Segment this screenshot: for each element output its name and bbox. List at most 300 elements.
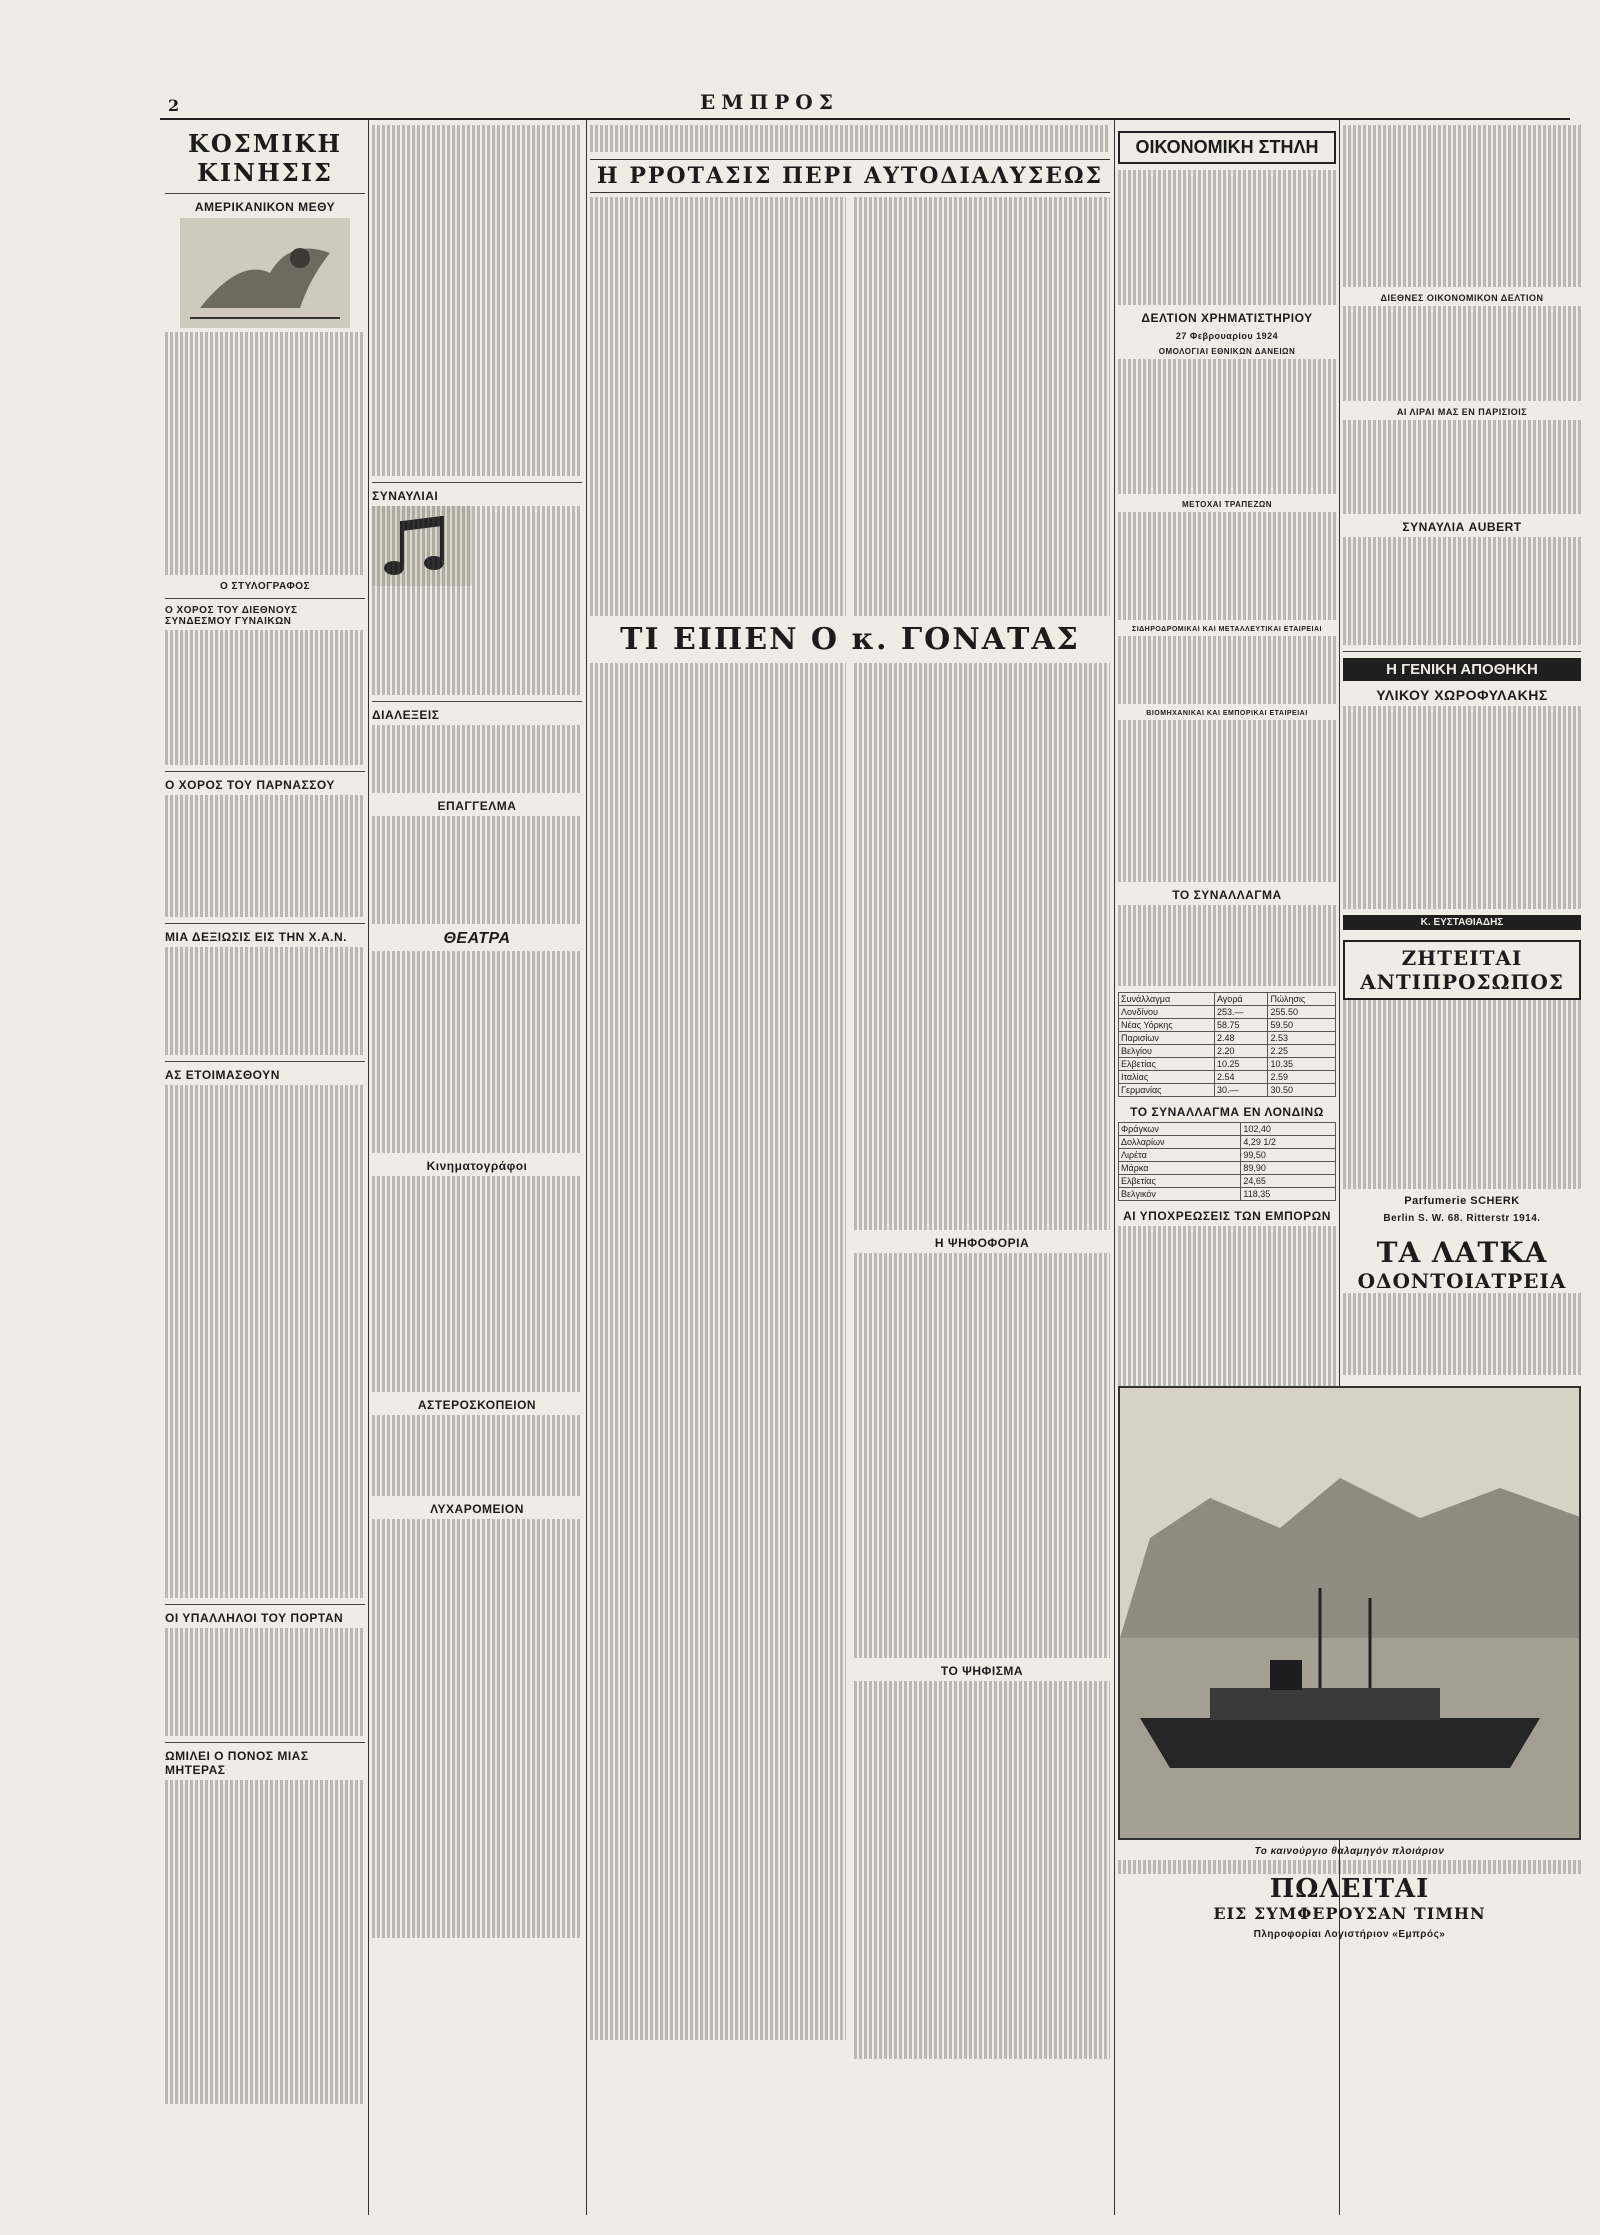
table-row: Γερμανίας 30.— 30.50 <box>1119 1083 1336 1096</box>
text-line <box>165 947 365 961</box>
text-line <box>854 717 1110 731</box>
text-line <box>372 1911 582 1925</box>
text-line <box>165 1490 365 1504</box>
text-line <box>854 798 1110 812</box>
column-notices <box>372 125 582 2215</box>
text-line <box>1118 278 1336 292</box>
text-line <box>1118 427 1336 441</box>
table-header-cell: Συνάλλαγμα <box>1119 992 1215 1005</box>
text-line <box>854 1590 1110 1604</box>
section-heading: Κινηματογράφοι <box>426 1159 528 1173</box>
text-line <box>165 752 365 766</box>
article-title: ΑΜΕΡΙΚΑΝΙΚΟΝ ΜΕΘΥ <box>194 200 336 214</box>
text-line <box>590 676 846 690</box>
text-line <box>854 973 1110 987</box>
text-line <box>854 1054 1110 1068</box>
text-line <box>372 779 582 793</box>
text-line <box>372 1018 582 1032</box>
subheading: Η ΨΗΦΟΦΟΡΙΑ <box>934 1235 1030 1250</box>
column-social <box>165 125 365 2215</box>
text-line <box>372 1086 582 1100</box>
text-line <box>854 1775 1110 1789</box>
ads-column <box>1343 125 1581 1375</box>
text-line <box>372 449 582 463</box>
text-line <box>372 1519 582 1533</box>
text-line <box>854 386 1110 400</box>
section-heading: ΣΥΝΑΥΛΙΑΙ <box>372 489 439 503</box>
text-line <box>590 1797 846 1811</box>
text-line <box>372 409 582 423</box>
text-line <box>165 2090 365 2104</box>
text-line <box>372 1803 582 1817</box>
text-line <box>854 1149 1110 1163</box>
text-line <box>854 1176 1110 1190</box>
text-line <box>854 602 1110 616</box>
text-line <box>854 373 1110 387</box>
text-line <box>372 179 582 193</box>
text-line <box>590 1041 846 1055</box>
text-line <box>1343 1293 1581 1307</box>
text-line <box>1118 238 1336 252</box>
text-line <box>590 1716 846 1730</box>
column-rule <box>1114 120 1115 2215</box>
text-line <box>372 1722 582 1736</box>
text-line <box>372 533 582 547</box>
text-line <box>372 1573 582 1587</box>
text-line <box>165 1409 365 1423</box>
text-line <box>854 1681 1110 1695</box>
text-line <box>854 987 1110 1001</box>
text-line <box>165 332 365 346</box>
section-heading: ΛΥΧΑΡΟΜΕΙΟΝ <box>430 1502 524 1516</box>
text-line <box>372 233 582 247</box>
text-line <box>590 1203 846 1217</box>
text-line <box>1343 895 1581 909</box>
text-line <box>165 1341 365 1355</box>
text-line <box>854 784 1110 798</box>
text-line <box>372 314 582 328</box>
text-line <box>1118 265 1336 279</box>
text-line <box>1118 526 1336 540</box>
text-line <box>590 946 846 960</box>
text-line <box>854 1829 1110 1843</box>
text-line <box>590 1662 846 1676</box>
text-line <box>854 319 1110 333</box>
table-row <box>1119 992 1336 1005</box>
text-line <box>590 197 846 211</box>
text-line <box>854 1068 1110 1082</box>
text-line <box>590 987 846 1001</box>
text-line <box>165 1382 365 1396</box>
text-line <box>165 1807 365 1821</box>
text-line <box>854 238 1110 252</box>
text-line <box>854 400 1110 414</box>
section-heading: ΔΙΑΛΕΞΕΙΣ <box>372 708 440 722</box>
text-line <box>854 2032 1110 2046</box>
text-line <box>1343 387 1581 401</box>
text-line <box>1343 855 1581 869</box>
text-line <box>590 1378 846 1392</box>
text-line <box>372 1735 582 1749</box>
text-line <box>590 1581 846 1595</box>
text-line <box>165 454 365 468</box>
text-line <box>372 951 582 965</box>
text-line <box>590 1783 846 1797</box>
text-line <box>372 1600 582 1614</box>
text-line <box>165 386 365 400</box>
text-line <box>854 852 1110 866</box>
text-line <box>590 1176 846 1190</box>
text-line <box>854 454 1110 468</box>
london-table <box>1118 1122 1336 1201</box>
text-line <box>372 355 582 369</box>
text-line <box>1118 359 1336 373</box>
text-line <box>165 1112 365 1126</box>
text-line <box>372 1230 582 1244</box>
text-line <box>1343 374 1581 388</box>
text-line <box>854 521 1110 535</box>
text-line <box>854 1320 1110 1334</box>
text-line <box>854 771 1110 785</box>
text-line <box>854 1469 1110 1483</box>
text-line <box>165 960 365 974</box>
text-line <box>165 822 365 836</box>
table-header-cell: Αγορά <box>1214 992 1268 1005</box>
text-line <box>165 1915 365 1929</box>
text-line <box>1343 1054 1581 1068</box>
text-line <box>590 1405 846 1419</box>
text-line <box>590 1068 846 1082</box>
text-line <box>590 825 846 839</box>
text-line <box>165 1355 365 1369</box>
text-line <box>372 1469 582 1483</box>
text-line <box>372 1203 582 1217</box>
text-line <box>590 562 846 576</box>
table-row: Βελγίου 2.20 2.25 <box>1119 1044 1336 1057</box>
ad-heading: ΠΩΛΕΙΤΑΙ <box>1269 1873 1430 1904</box>
text-line <box>590 690 846 704</box>
text-line <box>372 152 582 166</box>
paper-name: ΕΜΠΡΟΣ <box>700 90 839 114</box>
table-row: Παρισίων 2.48 2.53 <box>1119 1031 1336 1044</box>
section-heading: ΑΣΤΕΡΟΣΚΟΠΕΙΟΝ <box>417 1398 537 1412</box>
text-line <box>854 1216 1110 1230</box>
text-line <box>372 1614 582 1628</box>
bulletin-title: ΔΕΛΤΙΟΝ ΧΡΗΜΑΤΙΣΤΗΡΙΟΥ <box>1141 311 1313 325</box>
text-line <box>590 2026 846 2040</box>
text-line <box>165 876 365 890</box>
text-line <box>590 1122 846 1136</box>
text-line <box>372 1546 582 1560</box>
ad-subheading: ΕΙΣ ΣΥΜΦΕΡΟΥΣΑΝ ΤΙΜΗΝ <box>1213 1903 1486 1923</box>
text-line <box>854 960 1110 974</box>
text-line <box>1118 1860 1581 1874</box>
text-line <box>590 1027 846 1041</box>
text-line <box>1343 605 1581 619</box>
headline: ΤΙ ΕΙΠΕΝ Ο κ. ΓΟΝΑΤΑΣ <box>620 621 1080 657</box>
text-line <box>1343 260 1581 274</box>
divider <box>165 193 365 194</box>
text-line <box>590 1689 846 1703</box>
text-line <box>165 535 365 549</box>
text-line <box>590 1270 846 1284</box>
text-line <box>1118 747 1336 761</box>
text-line <box>854 251 1110 265</box>
text-line <box>1343 537 1581 551</box>
text-line <box>165 400 365 414</box>
text-line <box>590 1932 846 1946</box>
main-story <box>590 125 1110 2215</box>
ad-heading: ΟΔΟΝΤΟΙΑΤΡΕΙΑ <box>1357 1268 1567 1293</box>
text-line <box>372 1257 582 1271</box>
text-line <box>590 125 1110 139</box>
text-line <box>590 386 846 400</box>
text-line <box>165 711 365 725</box>
text-line <box>1118 566 1336 580</box>
text-line <box>590 1770 846 1784</box>
text-line <box>165 1668 365 1682</box>
text-line <box>854 730 1110 744</box>
text-line <box>1118 1266 1336 1280</box>
text-line <box>1343 551 1581 565</box>
text-line <box>1118 1307 1336 1321</box>
text-line <box>590 1743 846 1757</box>
text-line <box>1343 1175 1581 1189</box>
text-line <box>372 125 582 139</box>
text-line <box>1118 400 1336 414</box>
text-line <box>165 481 365 495</box>
text-line <box>372 574 582 588</box>
text-line <box>854 1361 1110 1375</box>
text-line <box>372 506 582 520</box>
text-line <box>590 454 846 468</box>
text-line <box>590 784 846 798</box>
text-line <box>854 1762 1110 1776</box>
text-line <box>1343 233 1581 247</box>
text-line <box>854 211 1110 225</box>
text-line <box>854 1081 1110 1095</box>
text-line <box>854 1334 1110 1348</box>
text-line <box>372 1190 582 1204</box>
text-line <box>1343 1320 1581 1334</box>
text-line <box>854 1951 1110 1965</box>
text-line <box>1118 1320 1336 1334</box>
text-line <box>165 1028 365 1042</box>
text-line <box>854 1789 1110 1803</box>
text-line <box>165 1834 365 1848</box>
text-line <box>1118 211 1336 225</box>
text-line <box>165 1193 365 1207</box>
text-line <box>590 1905 846 1919</box>
text-line <box>854 440 1110 454</box>
text-line <box>165 903 365 917</box>
text-line <box>372 1789 582 1803</box>
text-line <box>590 1189 846 1203</box>
text-line <box>165 1641 365 1655</box>
text-line <box>372 1072 582 1086</box>
text-line <box>854 535 1110 549</box>
text-line <box>372 1379 582 1393</box>
text-line <box>165 2063 365 2077</box>
table-row: Νέας Υόρκης 58.75 59.50 <box>1119 1018 1336 1031</box>
text-line <box>1118 774 1336 788</box>
text-line <box>590 744 846 758</box>
text-line <box>372 1442 582 1456</box>
text-line <box>1118 760 1336 774</box>
text-line <box>372 816 582 830</box>
text-line <box>372 1217 582 1231</box>
text-line <box>1343 420 1581 434</box>
text-line <box>165 1314 365 1328</box>
table-title: ΟΜΟΛΟΓΙΑΙ ΕΘΝΙΚΩΝ ΔΑΝΕΙΩΝ <box>1158 347 1296 356</box>
text-line <box>372 1843 582 1857</box>
text-line <box>372 587 582 601</box>
text-line <box>590 1608 846 1622</box>
text-line <box>372 520 582 534</box>
text-line <box>590 838 846 852</box>
text-line <box>590 1891 846 1905</box>
text-line <box>1343 1013 1581 1027</box>
text-line <box>165 1260 365 1274</box>
text-line <box>854 1964 1110 1978</box>
text-line <box>165 1530 365 1544</box>
text-line <box>165 373 365 387</box>
text-line <box>854 1563 1110 1577</box>
text-line <box>590 1162 846 1176</box>
text-line <box>1343 193 1581 207</box>
text-line <box>165 1436 365 1450</box>
text-line <box>165 987 365 1001</box>
text-line <box>590 1635 846 1649</box>
text-line <box>1118 828 1336 842</box>
text-line <box>165 440 365 454</box>
text-line <box>590 211 846 225</box>
text-line <box>165 1098 365 1112</box>
text-line <box>372 547 582 561</box>
text-line <box>372 668 582 682</box>
text-line <box>854 1293 1110 1307</box>
article-body <box>165 332 365 575</box>
text-line <box>1118 386 1336 400</box>
text-line <box>590 717 846 731</box>
text-line <box>165 359 365 373</box>
text-line <box>372 1325 582 1339</box>
text-line <box>1343 760 1581 774</box>
text-line <box>854 906 1110 920</box>
text-line <box>1118 868 1336 882</box>
text-line <box>165 1682 365 1696</box>
text-line <box>1343 1040 1581 1054</box>
text-line <box>372 1005 582 1019</box>
text-line <box>590 251 846 265</box>
ad-signature: Κ. ΕΥΣΤΑΘΙΑΔΗΣ <box>1343 915 1581 930</box>
text-line <box>854 1162 1110 1176</box>
table-row: Ιταλίας 2.54 2.59 <box>1119 1070 1336 1083</box>
text-line <box>854 1978 1110 1992</box>
text-line <box>372 1352 582 1366</box>
text-line <box>854 346 1110 360</box>
text-line <box>590 892 846 906</box>
article-title: ΑΙ ΛΙΡΑΙ ΜΑΣ ΕΝ ΠΑΡΙΣΙΟΙΣ <box>1396 406 1528 417</box>
text-line <box>372 897 582 911</box>
text-line <box>590 1351 846 1365</box>
text-line <box>165 1571 365 1585</box>
text-line <box>165 1152 365 1166</box>
text-line <box>590 278 846 292</box>
text-line <box>372 463 582 477</box>
text-line <box>1343 1347 1581 1361</box>
text-line <box>854 892 1110 906</box>
text-line <box>590 224 846 238</box>
text-line <box>854 1027 1110 1041</box>
text-line <box>1343 1306 1581 1320</box>
text-line <box>165 1179 365 1193</box>
text-line <box>1118 677 1336 691</box>
text-line <box>372 883 582 897</box>
text-line <box>1118 553 1336 567</box>
text-line <box>372 910 582 924</box>
text-line <box>372 206 582 220</box>
text-line <box>165 548 365 562</box>
text-line <box>372 628 582 642</box>
text-line <box>372 766 582 780</box>
text-line <box>854 1924 1110 1938</box>
text-line <box>854 1856 1110 1870</box>
text-line <box>590 1324 846 1338</box>
text-line <box>165 1982 365 1996</box>
text-line <box>1343 125 1581 139</box>
text-line <box>372 193 582 207</box>
text-line <box>590 292 846 306</box>
text-line <box>1118 720 1336 734</box>
ad-company: Parfumerie SCHERK <box>1404 1194 1520 1207</box>
text-line <box>590 332 846 346</box>
text-line <box>372 870 582 884</box>
text-line <box>372 1311 582 1325</box>
text-line <box>165 494 365 508</box>
text-line <box>590 319 846 333</box>
text-line <box>1118 855 1336 869</box>
text-line <box>372 1429 582 1443</box>
text-line <box>165 1206 365 1220</box>
text-line <box>590 1513 846 1527</box>
exchange-table <box>1118 992 1336 1097</box>
text-line <box>1343 720 1581 734</box>
text-line <box>372 274 582 288</box>
text-line <box>590 1810 846 1824</box>
text-line <box>372 614 582 628</box>
text-line <box>372 843 582 857</box>
text-line <box>590 575 846 589</box>
text-line <box>1343 828 1581 842</box>
table-row: Ελβετίας 24,65 <box>1119 1174 1336 1187</box>
text-line <box>1343 774 1581 788</box>
text-line <box>165 1125 365 1139</box>
text-line <box>1343 220 1581 234</box>
text-line <box>372 829 582 843</box>
ad-heading: ΥΛΙΚΟΥ ΧΩΡΟΦΥΛΑΚΗΣ <box>1376 687 1548 703</box>
exchange-title: ΤΟ ΣΥΝΑΛΛΑΓΜΑ <box>1172 887 1282 902</box>
text-line <box>854 575 1110 589</box>
text-line <box>165 1820 365 1834</box>
text-line <box>1118 918 1336 932</box>
text-line <box>1118 580 1336 594</box>
text-line <box>1118 1347 1336 1361</box>
text-line <box>165 1503 365 1517</box>
text-line <box>590 359 846 373</box>
masthead-rule <box>160 118 1570 120</box>
text-line <box>854 1708 1110 1722</box>
